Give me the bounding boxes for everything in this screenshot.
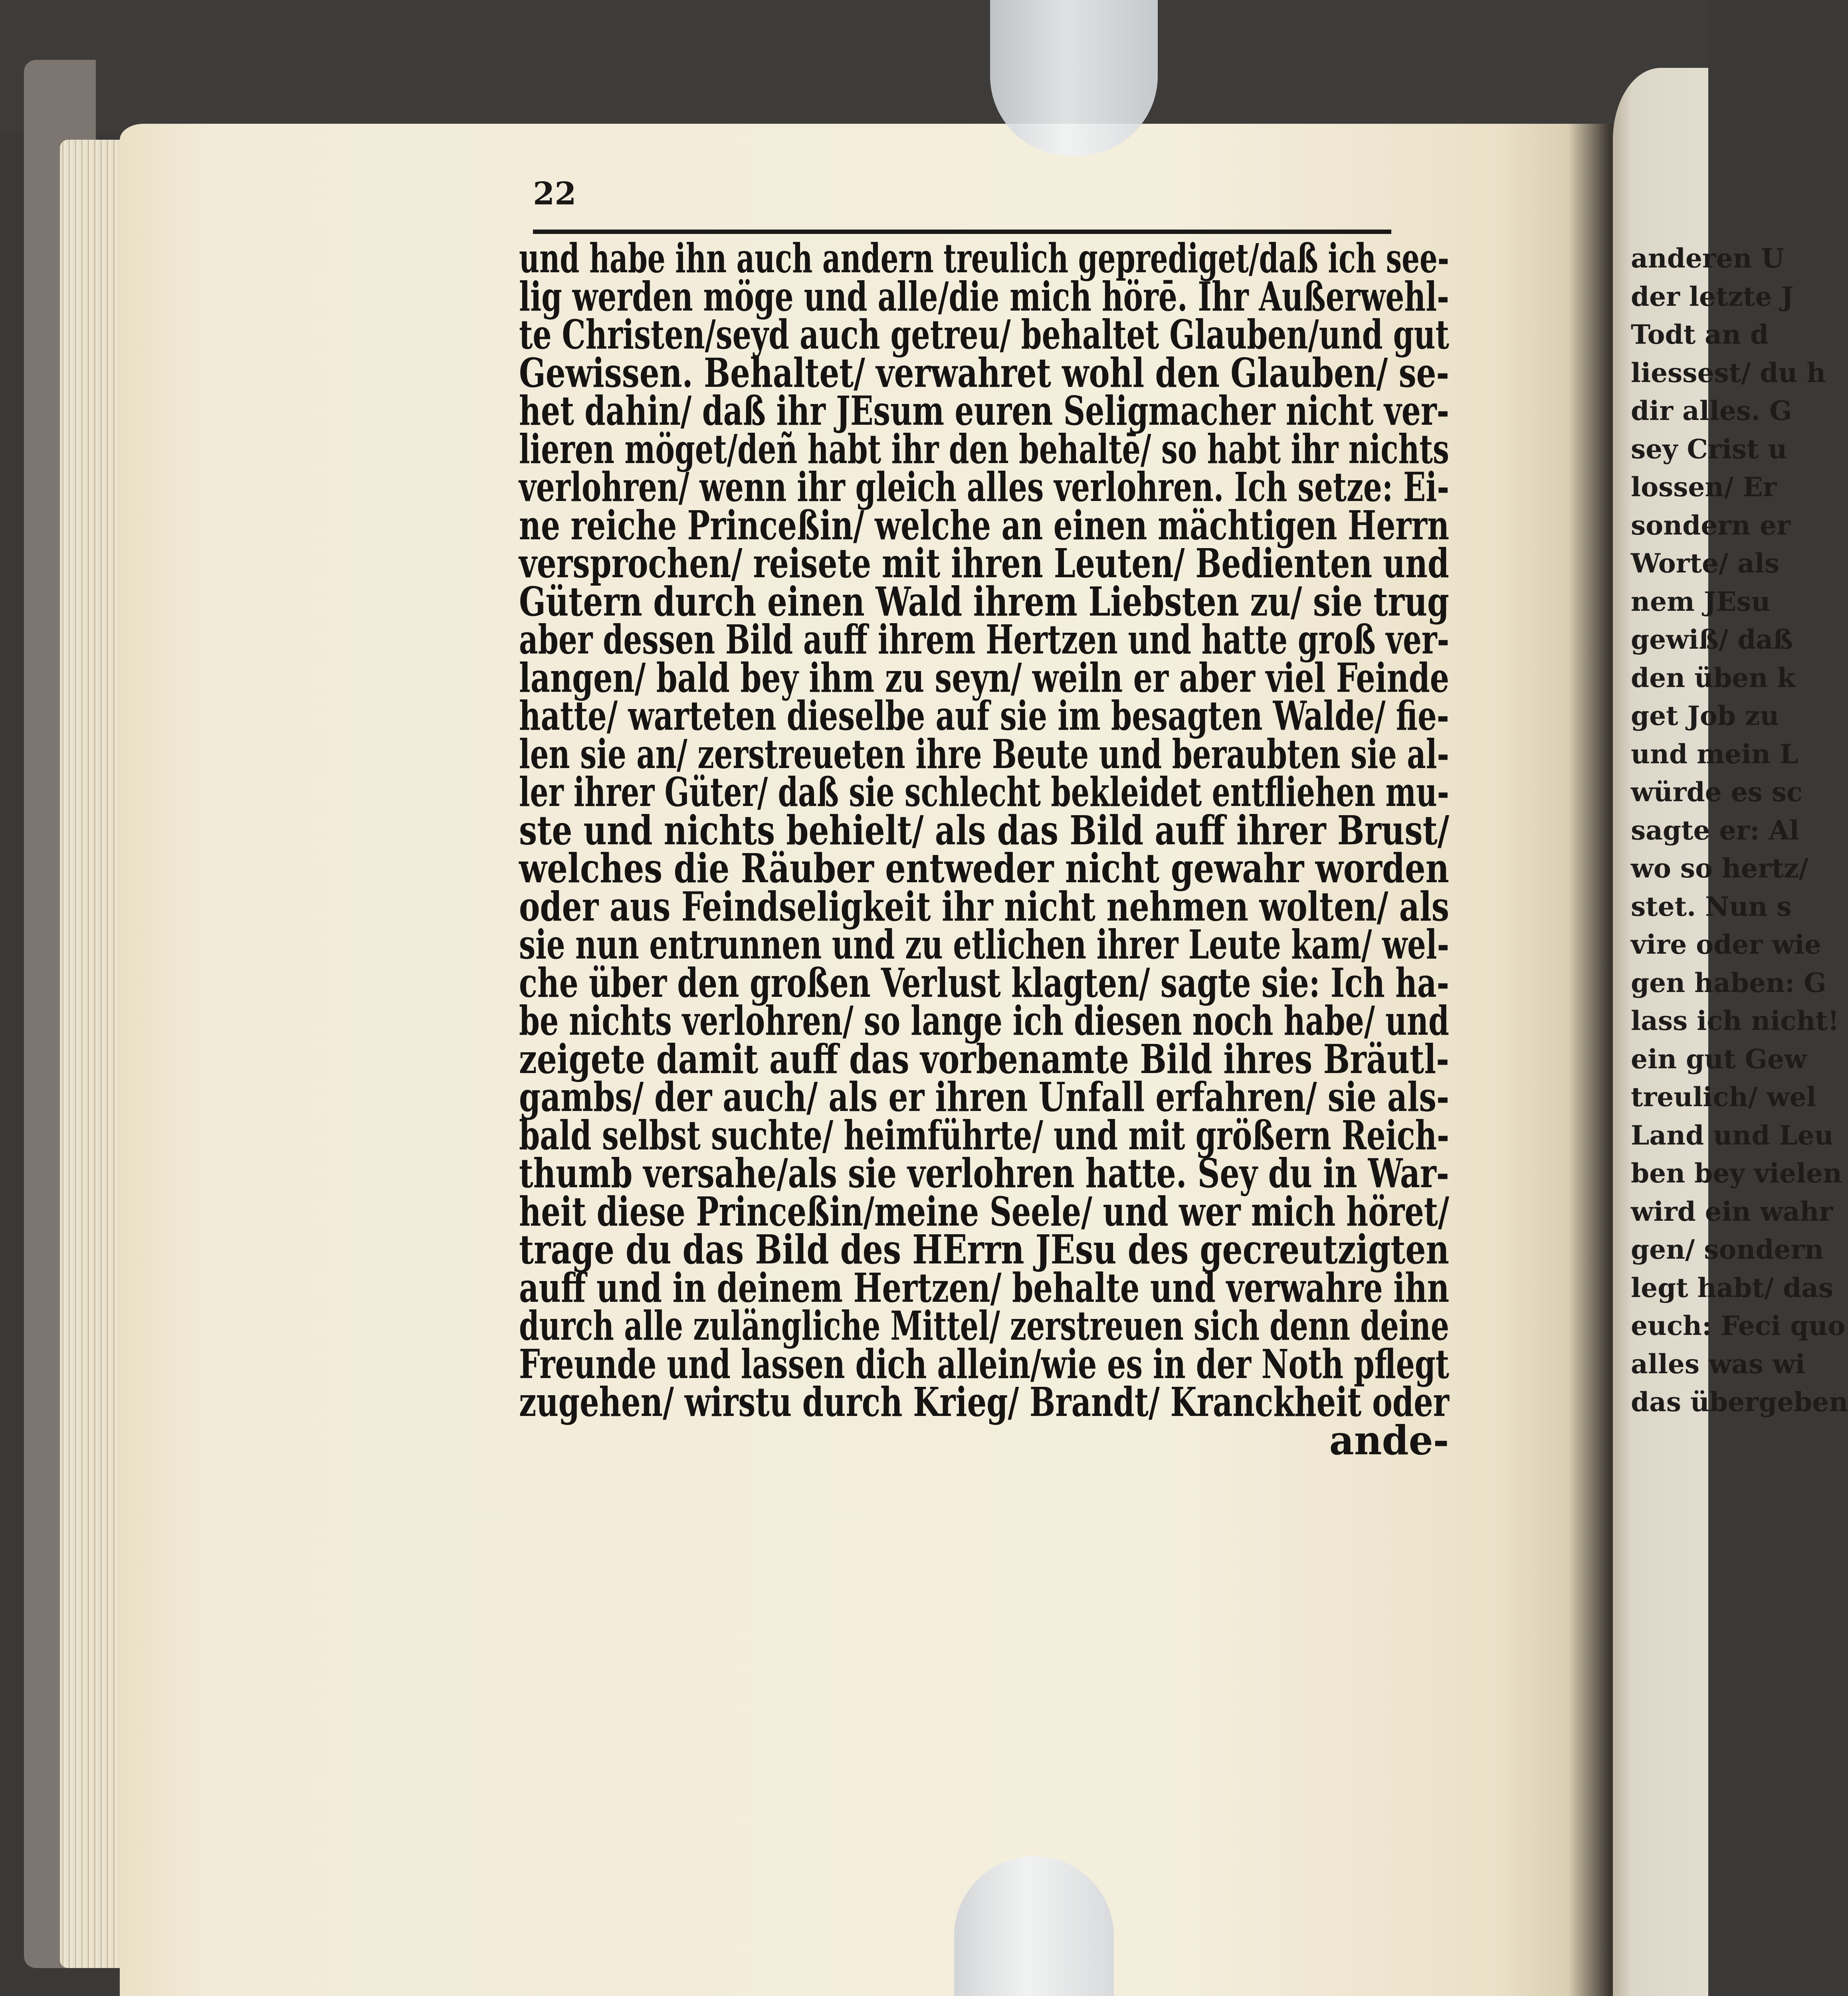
facing-page-line: und mein L — [1631, 738, 1798, 770]
text-line — [519, 1302, 1449, 1349]
facing-page-line: Land und Leu — [1631, 1119, 1834, 1151]
text-line-content: versprochen/ reisete mit ihren Leuten/ Bedienten und — [519, 540, 1449, 587]
text-line — [519, 616, 1450, 663]
facing-page-line: stet. Nun s — [1631, 891, 1792, 922]
facing-page-line: sagte er: Al — [1631, 814, 1799, 846]
text-line — [519, 768, 1449, 816]
text-line-content: verlohren/ wenn ihr gleich alles verlohren. Ich setze: Ei- — [519, 463, 1449, 511]
text-line-content: te Christen/seyd auch getreu/ behaltet Glauben/und gut — [519, 311, 1449, 358]
text-line — [519, 730, 1449, 778]
facing-page-line: sey Crist u — [1631, 433, 1787, 465]
facing-page-line: der letzte J — [1631, 281, 1794, 312]
text-line-content: len sie an/ zerstreueten ihre Beute und beraubten sie al- — [519, 730, 1449, 778]
text-line-content: auff und in deinem Hertzen/ behalte und verwahre ihn — [519, 1264, 1450, 1311]
facing-page-line: anderen U — [1631, 243, 1785, 274]
catchword: ande- — [1329, 1416, 1449, 1464]
facing-page-line: dir alles. G — [1631, 395, 1792, 426]
facing-page-line: würde es sc — [1631, 776, 1803, 808]
text-line — [519, 1340, 1450, 1388]
scan-background — [0, 0, 1708, 132]
page-number: 22 — [533, 176, 576, 212]
facing-page-line: lass ich nicht! — [1631, 1005, 1840, 1036]
text-line-content: che über den großen Verlust klagten/ sagte sie: Ich ha- — [519, 959, 1449, 1006]
text-line-content: Gewissen. Behaltet/ verwahret wohl den Glauben/ se- — [519, 349, 1449, 396]
text-line — [519, 463, 1449, 511]
text-line — [519, 921, 1449, 968]
text-line — [519, 997, 1450, 1044]
text-line — [519, 540, 1449, 587]
facing-page-line: get Job zu — [1631, 700, 1779, 731]
text-line — [519, 501, 1450, 549]
facing-page-line: Worte/ als — [1631, 548, 1780, 579]
facing-page-line: gen haben: G — [1631, 967, 1826, 998]
text-line-content: be nichts verlohren/ so lange ich diesen noch habe/ und — [519, 997, 1450, 1044]
text-line-content: Gütern durch einen Wald ihrem Liebsten zu/ sie trug — [519, 578, 1449, 625]
facing-page-line: wird ein wahr — [1631, 1196, 1833, 1227]
facing-page-line: legt habt/ das — [1631, 1272, 1834, 1303]
text-line-content: bald selbst suchte/ heimführte/ und mit größern Reich- — [519, 1111, 1450, 1159]
text-line — [519, 425, 1450, 473]
text-line-content: thumb versahe/als sie verlohren hatte. Sey du in War- — [519, 1150, 1449, 1197]
text-line — [519, 578, 1449, 625]
text-line-content: und habe ihn auch andern treulich geprediget/daß ich see- — [519, 235, 1449, 282]
text-line-content: sie nun entrunnen und zu etlichen ihrer Leute kam/ wel- — [519, 921, 1449, 968]
text-line-content: oder aus Feindseligkeit ihr nicht nehmen wolten/ als — [519, 883, 1450, 930]
text-line — [519, 654, 1450, 701]
text-line-content: lieren möget/deñ habt ihr den behaltē/ so habt ihr nichts — [519, 425, 1450, 473]
facing-page-line: gen/ sondern — [1631, 1234, 1824, 1265]
text-line — [519, 959, 1449, 1006]
text-line-content: ne reiche Princeßin/ welche an einen mächtigen Herrn — [519, 501, 1450, 549]
facing-page-line: lossen/ Er — [1631, 471, 1777, 503]
facing-page-line: treulich/ wel — [1631, 1081, 1816, 1113]
text-line — [519, 387, 1450, 434]
facing-page-line: das übergeben — [1631, 1386, 1848, 1418]
text-line — [519, 1226, 1450, 1273]
facing-page-line: nem JEsu — [1631, 586, 1771, 617]
text-line-content: zeigete damit auff das vorbenamte Bild ihres Bräutl- — [519, 1035, 1449, 1083]
text-line-content: durch alle zulängliche Mittel/ zerstreuen sich denn deine — [519, 1302, 1449, 1349]
page-fore-edge — [60, 140, 128, 1968]
text-line — [519, 311, 1449, 358]
facing-page-line: sondern er — [1631, 509, 1791, 541]
text-line — [519, 235, 1449, 282]
text-line — [519, 1378, 1449, 1426]
facing-page-line: alles was wi — [1631, 1348, 1805, 1380]
text-line — [519, 1264, 1450, 1311]
facing-page-line: den üben k — [1631, 662, 1795, 693]
body-text — [519, 235, 1450, 1464]
facing-page-line: ein gut Gew — [1631, 1043, 1807, 1075]
text-line — [519, 1073, 1450, 1121]
facing-page-line: ben bey vielen — [1631, 1158, 1842, 1189]
text-line-content: ler ihrer Güter/ daß sie schlecht bekleidet entfliehen mu- — [519, 768, 1449, 816]
text-line-content: hatte/ warteten dieselbe auf sie im besagten Walde/ fie- — [519, 692, 1449, 739]
text-line-content: heit diese Princeßin/meine Seele/ und wer mich höret/ — [519, 1188, 1449, 1235]
text-line-content: welches die Räuber entweder nicht gewahr worden — [519, 845, 1449, 892]
facing-page-line: wo so hertz/ — [1631, 853, 1808, 884]
facing-page-line: gewiß/ daß — [1631, 624, 1793, 655]
text-line-content: zugehen/ wirstu durch Krieg/ Brandt/ Kranckheit oder — [519, 1378, 1449, 1426]
text-line — [519, 883, 1450, 930]
text-line — [519, 1188, 1449, 1235]
text-line-content: lig werden möge und alle/die mich hörē. Ihr Außerwehl- — [519, 273, 1449, 320]
text-line — [519, 273, 1449, 320]
text-line — [519, 692, 1449, 739]
text-line — [519, 845, 1449, 892]
facing-page-text — [1631, 240, 1848, 1422]
text-line-content: Freunde und lassen dich allein/wie es in der Noth pflegt — [519, 1340, 1450, 1388]
top-page-clip — [990, 0, 1158, 156]
text-line — [519, 349, 1449, 396]
text-line-content: aber dessen Bild auff ihrem Hertzen und hatte groß ver- — [519, 616, 1450, 663]
text-line-content: gambs/ der auch/ als er ihren Unfall erfahren/ sie als- — [519, 1073, 1450, 1121]
text-line-content: trage du das Bild des HErrn JEsu des gecreutzigten — [519, 1226, 1450, 1273]
text-line — [519, 1150, 1449, 1197]
facing-page-line: euch: Feci quo — [1631, 1310, 1846, 1341]
facing-page-line: liessest/ du h — [1631, 357, 1826, 388]
text-line-content: ste und nichts behielt/ als das Bild auff ihrer Brust/ — [519, 806, 1450, 854]
facing-page-line: Todt an d — [1631, 319, 1769, 350]
text-line — [519, 806, 1450, 854]
text-line-content: het dahin/ daß ihr JEsum euren Seligmacher nicht ver- — [519, 387, 1450, 434]
facing-page-line: vire oder wie — [1631, 929, 1821, 960]
text-line — [519, 1035, 1449, 1083]
catchword-line — [519, 1416, 1449, 1464]
text-line-content: langen/ bald bey ihm zu seyn/ weiln er aber viel Feinde — [519, 654, 1450, 701]
header-rule — [533, 230, 1391, 234]
text-line — [519, 1111, 1450, 1159]
